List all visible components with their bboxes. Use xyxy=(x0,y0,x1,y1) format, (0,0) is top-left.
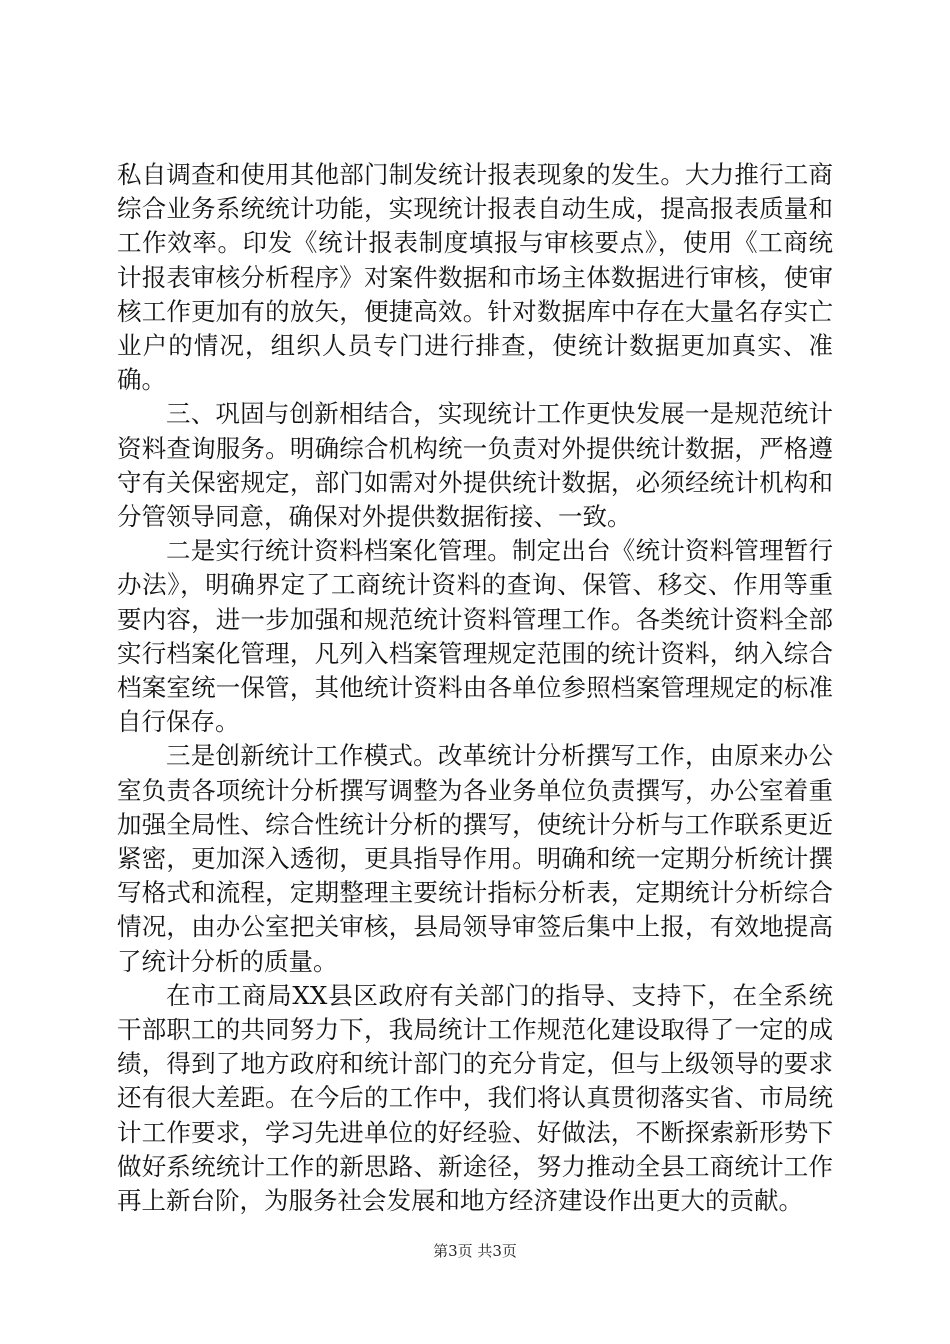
paragraph-conclusion: 在市工商局XX县区政府有关部门的指导、支持下，在全系统干部职工的共同努力下，我局统计工作规范化建设取得了一定的成绩，得到了地方政府和统计部门的充分肯定，但与上级领导的要求还有很大差距。在今后的工作中，我们将认真贯彻落实省、市局统计工作要求，学习先进单位的好经验、好做法，不断探索新形势下做好系统统计工作的新思路、新途径，努力推动全县工商统计工作再上新台阶，为服务社会发展和地方经济建设作出更大的贡献。 xyxy=(117,980,833,1216)
paragraph-work-mode: 三是创新统计工作模式。改革统计分析撰写工作，由原来办公室负责各项统计分析撰写调整为各业务单位负责撰写，办公室着重加强全局性、综合性统计分析的撰写，使统计分析与工作联系更近紧密，更加深入透彻，更具指导作用。明确和统一定期分析统计撰写格式和流程，定期整理主要统计指标分析表，定期统计分析综合情况，由办公室把关审核，县局领导审签后集中上报，有效地提高了统计分析的质量。 xyxy=(117,741,833,976)
document-body xyxy=(117,158,833,1218)
paragraph-section-three: 三、巩固与创新相结合，实现统计工作更快发展一是规范统计资料查询服务。明确综合机构统一负责对外提供统计数据，严格遵守有关保密规定，部门如需对外提供统计数据，必须经统计机构和分管领导同意，确保对外提供数据衔接、一致。 xyxy=(117,399,833,532)
paragraph-archive-management: 二是实行统计资料档案化管理。制定出台《统计资料管理暂行办法》，明确界定了工商统计资料的查询、保管、移交、作用等重要内容，进一步加强和规范统计资料管理工作。各类统计资料全部实行档案化管理，凡列入档案管理规定范围的统计资料，纳入综合档案室统一保管，其他统计资料由各单位参照档案管理规定的标准自行保存。 xyxy=(117,536,833,737)
paragraph-continuation: 私自调查和使用其他部门制发统计报表现象的发生。大力推行工商综合业务系统统计功能，实现统计报表自动生成，提高报表质量和工作效率。印发《统计报表制度填报与审核要点》，使用《工商统计报表审核分析程序》对案件数据和市场主体数据进行审核，使审核工作更加有的放矢，便捷高效。针对数据库中存在大量名存实亡业户的情况，组织人员专门进行排查，使统计数据更加真实、准确。 xyxy=(117,160,833,395)
page-number-footer: 第3页 共3页 xyxy=(433,1242,517,1260)
